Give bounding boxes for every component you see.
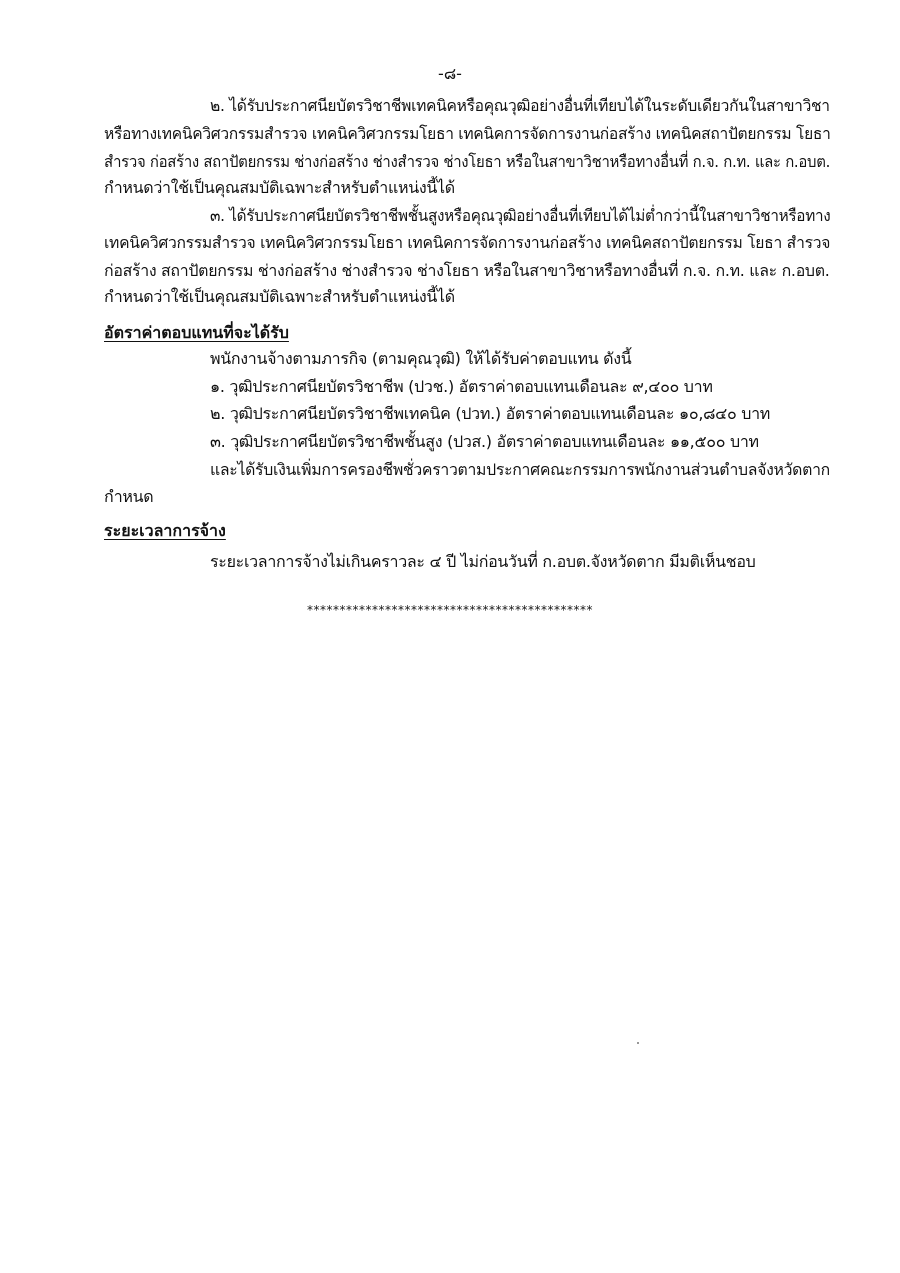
qualification-item-2-line-3: สำรวจ ก่อสร้าง สถาปัตยกรรม ช่างก่อสร้าง ช่างสำรวจ ช่างโยธา หรือในสาขาวิชาหรือทางอื่นที่ ก.จ. ก.ท. และ ก.อบต. <box>104 152 831 171</box>
qualification-item-3-line-2: เทคนิควิศวกรรมสำรวจ เทคนิควิศวกรรมโยธา เทคนิคการจัดการงานก่อสร้าง เทคนิคสถาปัตยกรรม โยธา สำรวจ <box>104 233 831 252</box>
scan-speck <box>637 1042 639 1044</box>
compensation-heading: อัตราค่าตอบแทนที่จะได้รับ <box>104 323 289 342</box>
qualification-item-2-line-2: หรือทางเทคนิควิศวกรรมสำรวจ เทคนิควิศวกรรมโยธา เทคนิคการจัดการงานก่อสร้าง เทคนิคสถาปัตยกรรม โยธา <box>104 124 831 143</box>
qualification-item-2-line-4: กำหนดว่าใช้เป็นคุณสมบัติเฉพาะสำหรับตำแหน่งนี้ได้ <box>104 178 455 197</box>
compensation-item-3: ๓. วุฒิประกาศนียบัตรวิชาชีพชั้นสูง (ปวส.) อัตราค่าตอบแทนเดือนละ ๑๑,๕๐๐ บาท <box>210 432 759 451</box>
qualification-item-2-line-1: ๒. ได้รับประกาศนียบัตรวิชาชีพเทคนิคหรือคุณวุฒิอย่างอื่นที่เทียบได้ในระดับเดียวกันในสาขาวิชา <box>210 96 830 115</box>
compensation-item-1: ๑. วุฒิประกาศนียบัตรวิชาชีพ (ปวช.) อัตราค่าตอบแทนเดือนละ ๙,๔๐๐ บาท <box>210 377 713 396</box>
employment-period-heading: ระยะเวลาการจ้าง <box>104 521 226 540</box>
compensation-extra-line-1: และได้รับเงินเพิ่มการครองชีพชั่วคราวตามประกาศคณะกรรมการพนักงานส่วนตำบลจังหวัดตาก <box>210 460 830 479</box>
qualification-item-3-line-4: กำหนดว่าใช้เป็นคุณสมบัติเฉพาะสำหรับตำแหน่งนี้ได้ <box>104 287 455 306</box>
compensation-extra-line-2: กำหนด <box>104 487 154 506</box>
page-number: -๘- <box>438 64 462 83</box>
qualification-item-3-line-1: ๓. ได้รับประกาศนียบัตรวิชาชีพชั้นสูงหรือคุณวุฒิอย่างอื่นที่เทียบได้ไม่ต่ำกว่านี้ในสาขาวิชาหรือทาง <box>210 206 831 225</box>
compensation-item-2: ๒. วุฒิประกาศนียบัตรวิชาชีพเทคนิค (ปวท.) อัตราค่าตอบแทนเดือนละ ๑๐,๘๔๐ บาท <box>210 404 771 423</box>
separator-line: ******************************************** <box>307 603 593 617</box>
employment-period-text: ระยะเวลาการจ้างไม่เกินคราวละ ๔ ปี ไม่ก่อนวันที่ ก.อบต.จังหวัดตาก มีมติเห็นชอบ <box>210 552 756 571</box>
qualification-item-3-line-3: ก่อสร้าง สถาปัตยกรรม ช่างก่อสร้าง ช่างสำรวจ ช่างโยธา หรือในสาขาวิชาหรือทางอื่นที่ ก.จ. ก.ท. และ ก.อบต. <box>104 261 830 280</box>
compensation-intro: พนักงานจ้างตามภารกิจ (ตามคุณวุฒิ) ให้ได้รับค่าตอบแทน ดังนี้ <box>210 349 632 368</box>
